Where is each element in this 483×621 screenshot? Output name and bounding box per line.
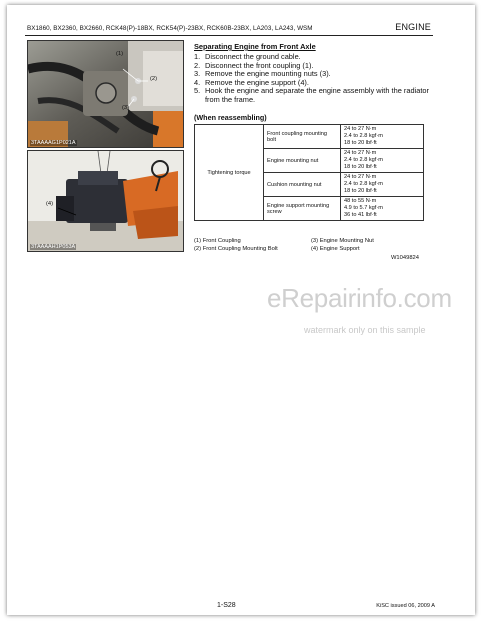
torque-value: 18 to 20 lbf·ft bbox=[344, 164, 377, 170]
step-text: Remove the engine mounting nuts (3). bbox=[205, 69, 331, 79]
step-number: 2. bbox=[194, 60, 201, 70]
document-id: W1049824 bbox=[390, 255, 419, 261]
header-section: ENGINE bbox=[395, 22, 431, 32]
callout-3: (3) bbox=[122, 105, 130, 111]
figure-top-code: 3TAAAAG1P021A bbox=[31, 140, 76, 146]
torque-item: Engine mounting nut bbox=[264, 149, 341, 173]
figure-top-photo bbox=[27, 40, 184, 148]
torque-item: Front coupling mounting bolt bbox=[264, 125, 341, 149]
legend-item: (1) Front Coupling bbox=[194, 238, 241, 244]
legend-row bbox=[194, 238, 429, 246]
header-rule bbox=[25, 35, 433, 36]
torque-value: 4.9 to 5.7 kgf·m bbox=[344, 205, 383, 211]
legend-row bbox=[194, 246, 429, 254]
step-item bbox=[194, 87, 429, 104]
step-number: 4. bbox=[194, 77, 201, 87]
torque-value: 24 to 27 N·m bbox=[344, 126, 377, 132]
torque-value: 18 to 20 lbf·ft bbox=[344, 188, 377, 194]
torque-value: 24 to 27 N·m bbox=[344, 150, 377, 156]
step-text: Disconnect the ground cable. bbox=[205, 52, 301, 61]
torque-label: Tightening torque bbox=[195, 125, 264, 221]
torque-item: Cushion mounting nut bbox=[264, 173, 341, 197]
watermark-sub: watermark only on this sample bbox=[304, 325, 426, 335]
torque-value: 36 to 41 lbf·ft bbox=[344, 212, 377, 218]
callout-2: (2) bbox=[150, 76, 158, 82]
figure-bottom-photo bbox=[27, 150, 184, 252]
procedure-steps bbox=[194, 53, 429, 105]
torque-value: 24 to 27 N·m bbox=[344, 174, 377, 180]
page-number: 1-S28 bbox=[217, 602, 236, 609]
manual-page bbox=[7, 5, 475, 615]
legend-item: (3) Engine Mounting Nut bbox=[311, 238, 374, 244]
callout-1: (1) bbox=[116, 51, 124, 57]
torque-value: 48 to 55 N·m bbox=[344, 198, 377, 204]
watermark-main: eRepairinfo.com bbox=[267, 283, 452, 313]
torque-value: 2.4 to 2.8 kgf·m bbox=[344, 157, 383, 163]
step-number: 1. bbox=[194, 52, 201, 61]
step-number: 5. bbox=[194, 86, 201, 96]
torque-item: Engine support mounting screw bbox=[264, 197, 341, 221]
torque-values bbox=[341, 197, 424, 221]
legend-item: (2) Front Coupling Mounting Bolt bbox=[194, 245, 278, 252]
step-text: Hook the engine and separate the engine assembly with the radiator from the frame. bbox=[205, 86, 429, 104]
callout-4: (4) bbox=[46, 201, 54, 207]
torque-value: 2.4 to 2.8 kgf·m bbox=[344, 181, 383, 187]
table-row bbox=[195, 125, 424, 149]
step-text: Remove the engine support (4). bbox=[205, 77, 309, 87]
section-title: Separating Engine from Front Axle bbox=[194, 42, 316, 51]
torque-values bbox=[341, 173, 424, 197]
header-models: BX1860, BX2360, BX2660, RCK48(P)-18BX, RCK54(P)-23BX, RCK60B-23BX, LA203, LA243, WSM bbox=[27, 25, 313, 32]
legend-item: (4) Engine Support bbox=[311, 245, 360, 252]
torque-table bbox=[194, 124, 424, 221]
reassembling-heading: (When reassembling) bbox=[194, 113, 267, 122]
torque-values bbox=[341, 149, 424, 173]
figure-bottom-code: 3TAAAAH1P053A bbox=[31, 244, 76, 250]
torque-values bbox=[341, 125, 424, 149]
step-number: 3. bbox=[194, 69, 201, 79]
issue-note: KiSC issued 06, 2009 A bbox=[376, 603, 435, 609]
torque-value: 2.4 to 2.8 kgf·m bbox=[344, 133, 383, 139]
torque-value: 18 to 20 lbf·ft bbox=[344, 140, 377, 146]
step-text: Disconnect the front coupling (1). bbox=[205, 60, 314, 70]
figure-legend bbox=[194, 238, 429, 253]
